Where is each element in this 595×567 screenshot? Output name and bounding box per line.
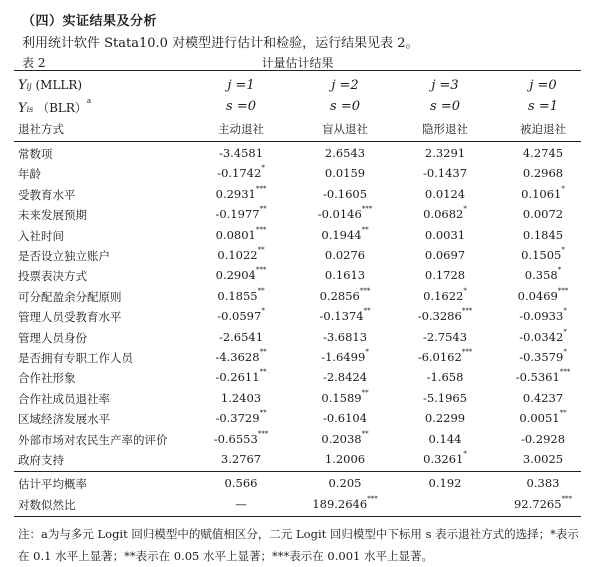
coefficient-value: -0.1605 (322, 186, 368, 201)
coefficient-cell (290, 476, 400, 490)
coefficient-value: 0.1061 (521, 186, 562, 201)
row-label: 投票表决方式 (18, 269, 87, 284)
coefficient-cell (186, 248, 296, 262)
coefficient-value: -3.4581 (218, 146, 264, 160)
coefficient-cell (290, 452, 400, 466)
exit-method-row (0, 119, 595, 139)
coefficient-cell (488, 248, 595, 262)
coefficient-cell (390, 452, 500, 466)
coefficient-cell (488, 370, 595, 384)
coefficient-value: -0.6104 (322, 411, 368, 426)
header-var: Y (18, 101, 27, 116)
coefficient-cell (186, 497, 296, 511)
coefficient-cell (488, 476, 595, 490)
coefficient-value: 0.0682 (423, 207, 464, 222)
section-heading: （四）实证结果及分析 (22, 14, 158, 29)
coefficient-cell (488, 411, 595, 425)
coefficient-value: 0.0051 (519, 411, 560, 426)
significance-mark: *** (359, 286, 371, 295)
coefficient-cell (390, 330, 500, 344)
coefficient-value: 1.2403 (220, 390, 262, 405)
table-row (0, 307, 595, 327)
row-label: 合作社形象 (18, 371, 76, 386)
coefficient-cell (186, 429, 296, 446)
coefficient-value: -0.5361 (515, 370, 560, 385)
exit-method-cell: 隐形退社 (422, 122, 468, 136)
header-cell: s =0 (226, 99, 256, 114)
coefficient-value: -5.1965 (422, 390, 468, 405)
coefficient-cell (390, 286, 500, 303)
coefficient-value: 0.1505 (521, 248, 562, 262)
coefficient-value: 189.2646 (312, 497, 368, 511)
significance-mark: ** (361, 388, 369, 397)
table-row (0, 368, 595, 388)
table-row (0, 226, 595, 246)
significance-mark: * (261, 164, 265, 173)
coefficient-cell (390, 146, 500, 160)
coefficient-cell (186, 286, 296, 303)
row-label: 退社方式 (18, 122, 64, 136)
coefficient-value: -0.3729 (215, 411, 260, 426)
row-label: 是否拥有专职工作人员 (18, 351, 133, 365)
coefficient-value: -0.2611 (215, 370, 260, 385)
coefficient-cell (186, 268, 296, 282)
table-number: 表 2 (22, 56, 46, 70)
row-label: 入社时间 (18, 228, 64, 243)
significance-mark: ** (259, 205, 267, 214)
table-row (0, 144, 595, 164)
significance-mark: * (561, 184, 565, 193)
significance-mark: ** (559, 409, 567, 418)
table-row (0, 287, 595, 307)
coefficient-value: 0.1622 (423, 288, 464, 303)
header-row-blr (0, 97, 595, 117)
coefficient-cell (488, 184, 595, 201)
coefficient-cell (290, 248, 400, 262)
table-row (0, 185, 595, 205)
row-label: 是否设立独立账户 (18, 249, 110, 263)
coefficient-value: 0.0031 (424, 227, 466, 242)
coefficient-value: 0.2931 (215, 186, 256, 201)
coefficient-value: 0.1022 (217, 248, 258, 262)
coefficient-cell (290, 429, 400, 446)
coefficient-value: 3.0025 (522, 452, 564, 466)
significance-mark: *** (257, 429, 269, 438)
coefficient-value: 0.1845 (522, 227, 564, 242)
row-label: 管理人员身份 (18, 330, 87, 345)
coefficient-value: 0.383 (526, 476, 560, 490)
coefficient-cell (488, 432, 595, 446)
row-label: 管理人员受教育水平 (18, 310, 122, 325)
coefficient-cell (290, 350, 400, 364)
header-model-label: （BLR） (37, 101, 87, 115)
coefficient-cell (390, 391, 500, 405)
significance-mark: *** (559, 368, 571, 377)
coefficient-cell (488, 452, 595, 466)
coefficient-cell (290, 286, 400, 303)
coefficient-cell (186, 476, 296, 490)
table-row (0, 389, 595, 409)
coefficient-value: -1.6499 (321, 350, 366, 364)
header-var: Y (18, 78, 27, 93)
coefficient-value: 0.1944 (321, 227, 362, 242)
table-row (0, 328, 595, 348)
significance-mark: *** (561, 495, 573, 503)
coefficient-cell (488, 497, 595, 511)
coefficient-value: -2.8424 (322, 370, 368, 385)
header-cell: j =2 (331, 78, 359, 93)
coefficient-cell (390, 370, 500, 384)
significance-mark: ** (259, 348, 267, 356)
coefficient-cell (488, 309, 595, 323)
table-row (0, 205, 595, 225)
significance-mark: * (563, 307, 567, 316)
header-footnote-mark: a (86, 97, 92, 105)
header-row-mllr (0, 76, 595, 96)
coefficient-value: -1.658 (426, 370, 464, 385)
significance-mark: * (261, 307, 265, 316)
significance-mark: *** (367, 495, 378, 503)
coefficient-cell (390, 476, 500, 490)
coefficient-cell (186, 184, 296, 201)
coefficient-value: -0.0933 (519, 309, 564, 324)
summary-rule (14, 471, 581, 472)
significance-mark: ** (363, 307, 371, 316)
table-row (0, 348, 595, 368)
header-row-label (18, 99, 91, 116)
coefficient-cell (290, 207, 400, 221)
coefficient-value: 92.7265 (513, 497, 562, 511)
coefficient-cell (186, 309, 296, 323)
coefficient-value: -0.6553 (213, 431, 258, 446)
header-row-label (18, 78, 82, 93)
coefficient-value: 0.0801 (215, 227, 256, 242)
coefficient-value: 0.144 (428, 431, 462, 446)
coefficient-cell (390, 432, 500, 446)
row-label: 区域经济发展水平 (18, 412, 110, 427)
coefficient-cell (186, 207, 296, 221)
significance-mark: * (563, 348, 567, 356)
coefficient-cell (390, 350, 500, 364)
significance-mark: *** (255, 225, 267, 234)
significance-mark: ** (259, 409, 267, 418)
coefficient-cell (290, 225, 400, 242)
coefficient-value: 0.358 (524, 268, 558, 283)
coefficient-value: -0.0342 (519, 329, 564, 344)
row-label: 合作社成员退社率 (18, 391, 110, 406)
coefficient-value: -6.0162 (417, 350, 462, 364)
coefficient-cell (290, 146, 400, 160)
header-cell: s =0 (330, 99, 360, 114)
coefficient-value: 0.0697 (424, 248, 466, 262)
significance-mark: * (463, 286, 467, 295)
coefficient-value: 0.3261 (423, 452, 464, 466)
coefficient-cell (290, 411, 400, 425)
significance-mark: *** (255, 184, 267, 193)
intro-paragraph: 利用统计软件 Stata10.0 对模型进行估计和检验，运行结果见表 2。 (22, 36, 419, 51)
coefficient-value: -3.6813 (322, 329, 368, 344)
coefficient-cell (186, 350, 296, 364)
exit-method-cell: 被迫退社 (520, 122, 566, 136)
coefficient-value: -0.0146 (317, 207, 362, 222)
coefficient-cell (290, 187, 400, 201)
significance-mark: ** (257, 286, 265, 295)
coefficient-cell (290, 497, 400, 511)
coefficient-cell (186, 330, 296, 344)
coefficient-value: -4.3628 (215, 350, 260, 364)
coefficient-value: 0.1855 (217, 288, 258, 303)
header-var-subscript: ij (26, 82, 32, 91)
coefficient-value: 0.1613 (324, 268, 366, 283)
coefficient-cell (488, 268, 595, 282)
coefficient-value: 0.0159 (324, 166, 366, 181)
significance-mark: * (463, 450, 467, 458)
coefficient-value: 2.3291 (424, 146, 466, 160)
header-var-subscript: is (26, 105, 34, 114)
coefficient-cell (488, 327, 595, 344)
row-label: 年龄 (18, 167, 41, 182)
header-model-label: (MLLR) (35, 78, 83, 92)
coefficient-cell (488, 350, 595, 364)
coefficient-cell (488, 166, 595, 180)
coefficient-cell (488, 207, 595, 221)
coefficient-value: 0.2038 (321, 431, 362, 446)
table-top-rule (14, 70, 581, 71)
coefficient-value: -0.1977 (215, 207, 260, 222)
coefficient-cell (488, 228, 595, 242)
coefficient-cell (390, 166, 500, 180)
coefficient-value: -0.0597 (217, 309, 262, 324)
coefficient-value: -2.6541 (218, 329, 264, 344)
coefficient-value: 1.2006 (324, 452, 366, 466)
row-label: 可分配盈余分配原则 (18, 289, 122, 304)
row-label: 估计平均概率 (18, 477, 87, 491)
coefficient-value: 0.4237 (522, 390, 564, 405)
coefficient-cell (186, 225, 296, 242)
significance-mark: *** (557, 286, 569, 295)
coefficient-cell (390, 207, 500, 221)
header-cell: j =1 (227, 78, 255, 93)
coefficient-value: -0.2928 (520, 431, 566, 446)
coefficient-cell (186, 452, 296, 466)
header-cell: j =3 (431, 78, 459, 93)
coefficient-cell (488, 391, 595, 405)
exit-method-cell: 主动退社 (218, 122, 264, 136)
coefficient-cell (290, 166, 400, 180)
row-label: 受教育水平 (18, 187, 76, 202)
row-label: 常数项 (18, 147, 53, 161)
coefficient-cell (290, 330, 400, 344)
significance-mark: * (365, 348, 369, 356)
significance-mark: *** (461, 348, 473, 356)
table-bottom-rule (14, 516, 581, 517)
coefficient-value: 0.2856 (319, 288, 360, 303)
coefficient-value: 0.0276 (324, 248, 366, 262)
coefficient-cell (390, 248, 500, 262)
coefficient-value: 3.2767 (220, 452, 262, 466)
coefficient-value: 0.192 (428, 476, 462, 490)
coefficient-value: 0.1728 (424, 268, 466, 283)
table-row (0, 266, 595, 286)
coefficient-cell (186, 391, 296, 405)
coefficient-value: — (235, 497, 247, 511)
coefficient-value: 0.205 (328, 476, 362, 490)
coefficient-cell (186, 370, 296, 384)
significance-mark: ** (361, 225, 369, 234)
coefficient-value: 2.6543 (324, 146, 366, 160)
significance-mark: * (463, 205, 467, 214)
table-row (0, 474, 595, 494)
header-cell: s =0 (430, 99, 460, 114)
coefficient-cell (390, 187, 500, 201)
coefficient-cell (186, 166, 296, 180)
significance-mark: *** (461, 307, 473, 316)
coefficient-cell (390, 228, 500, 242)
coefficient-cell (488, 146, 595, 160)
coefficient-cell (290, 388, 400, 405)
coefficient-value: 0.2299 (424, 411, 466, 426)
coefficient-value: 0.0469 (517, 288, 558, 303)
significance-mark: * (561, 246, 565, 254)
table-row (0, 164, 595, 184)
coefficient-value: 0.1589 (321, 390, 362, 405)
coefficient-value: -0.1374 (319, 309, 364, 324)
coefficient-cell (290, 370, 400, 384)
header-cell: j =0 (529, 78, 557, 93)
coefficient-cell (488, 286, 595, 303)
exit-method-cell: 盲从退社 (322, 122, 368, 136)
coefficient-cell (186, 146, 296, 160)
significance-mark: ** (361, 429, 369, 438)
row-label: 外部市场对农民生产率的评价 (18, 432, 168, 447)
coefficient-cell (186, 411, 296, 425)
coefficient-value: -2.7543 (422, 329, 468, 344)
table-note: 注：a为与多元 Logit 回归模型中的赋值相区分，二元 Logit 回归模型中下标用 s 表示退社方式的选择；*表示在 0.1 水平上显著；**表示在 0.05 水平上显著；***表示在 0.001 水平上显著。 (18, 527, 579, 563)
table-row (0, 430, 595, 450)
table-row (0, 409, 595, 429)
significance-mark: * (557, 266, 562, 275)
table-row (0, 450, 595, 470)
table-caption: 计量估计结果 (261, 56, 334, 70)
row-label: 未来发展预期 (18, 208, 87, 223)
coefficient-value: -0.1437 (422, 166, 468, 181)
row-label: 对数似然比 (18, 498, 76, 512)
table-row (0, 246, 595, 266)
coefficient-cell (390, 411, 500, 425)
significance-mark: ** (257, 246, 265, 254)
coefficient-value: 0.0124 (424, 186, 466, 201)
header-rule (14, 141, 581, 142)
significance-mark: *** (361, 205, 373, 214)
significance-mark: ** (259, 368, 267, 377)
coefficient-value: 0.0072 (522, 207, 564, 222)
significance-mark: *** (255, 266, 267, 275)
coefficient-value: -0.3286 (417, 309, 462, 324)
coefficient-cell (290, 268, 400, 282)
coefficient-value: 4.2745 (522, 146, 564, 160)
coefficient-value: -0.3579 (519, 350, 564, 364)
header-cell: s =1 (528, 99, 558, 114)
coefficient-cell (390, 309, 500, 323)
coefficient-value: 0.566 (224, 476, 258, 490)
coefficient-value: 0.2968 (522, 166, 564, 181)
coefficient-cell (290, 309, 400, 323)
coefficient-cell (390, 268, 500, 282)
table-row (0, 495, 595, 515)
row-label: 政府支持 (18, 453, 64, 467)
coefficient-value: 0.2904 (215, 268, 256, 283)
coefficient-value: -0.1742 (217, 166, 262, 181)
significance-mark: * (563, 327, 567, 336)
